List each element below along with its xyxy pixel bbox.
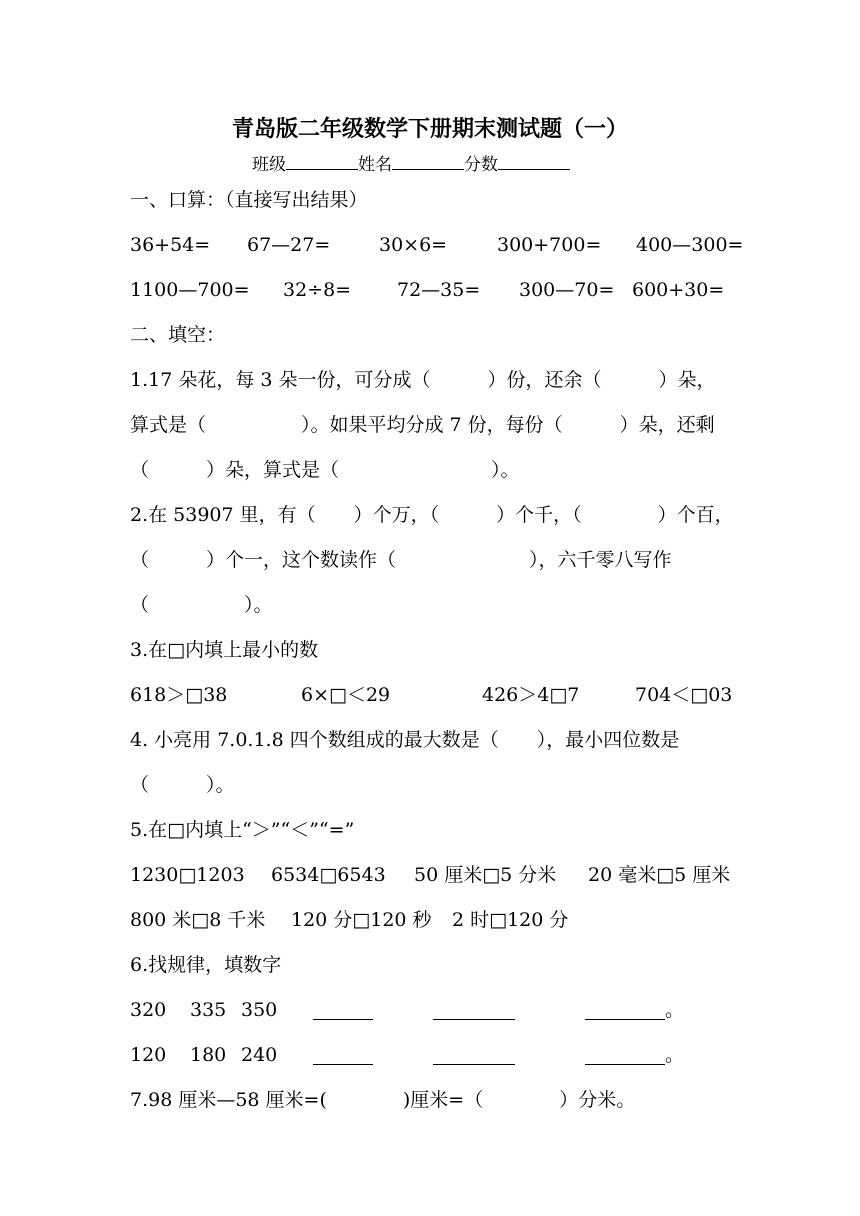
question-5-title: 5.在□内填上“＞”“＜”“=” (130, 819, 355, 841)
sequence-blank[interactable] (585, 1063, 665, 1065)
page-title: 青岛版二年级数学下册期末测试题（一） (231, 116, 628, 142)
question-2-line-1: 2.在 53907 里，有（ ）个万，（ ）个千，（ ）个百， (130, 504, 734, 526)
oral-item: 67—27= (247, 234, 331, 256)
compare-item: 704＜□03 (635, 684, 733, 706)
compare-item: 426＞4□7 (482, 684, 580, 706)
sequence-blank[interactable] (433, 1063, 515, 1065)
compare-item: 800 米□8 千米 (130, 909, 266, 931)
question-4-line-2: （ ）。 (130, 774, 235, 796)
sequence-number: 180 (190, 1044, 227, 1066)
sequence-blank[interactable] (433, 1018, 515, 1020)
oral-item: 300—70= (519, 279, 615, 301)
sequence-number: 120 (130, 1044, 167, 1066)
question-3-title: 3.在□内填上最小的数 (130, 639, 319, 661)
name-label: 姓名 (358, 155, 392, 175)
score-blank[interactable] (498, 155, 570, 170)
question-7: 7.98 厘米—58 厘米=( )厘米=（ ）分米。 (130, 1089, 636, 1111)
name-blank[interactable] (392, 155, 464, 170)
class-label: 班级 (252, 155, 286, 175)
compare-item: 618＞□38 (130, 684, 228, 706)
sequence-number: 240 (241, 1044, 278, 1066)
oral-item: 300+700= (497, 234, 602, 256)
oral-item: 30×6= (379, 234, 448, 256)
sequence-end-mark: 。 (665, 999, 685, 1021)
section-oral-heading: 一、口算：（直接写出结果） (130, 189, 368, 211)
compare-item: 120 分□120 秒 (291, 909, 432, 931)
question-4-line-1: 4. 小亮用 7.0.1.8 四个数组成的最大数是（ ），最小四位数是 (130, 729, 680, 751)
sequence-blank[interactable] (313, 1063, 373, 1065)
compare-item: 20 毫米□5 厘米 (588, 864, 731, 886)
question-2-line-3: （ ）。 (130, 594, 273, 616)
question-1-line-3: （ ）朵，算式是（ ）。 (130, 459, 520, 481)
oral-item: 36+54= (130, 234, 211, 256)
compare-item: 1230□1203 (130, 864, 245, 886)
oral-item: 1100—700= (130, 279, 250, 301)
section-fill-heading: 二、填空： (130, 324, 226, 346)
sequence-blank[interactable] (313, 1018, 373, 1020)
student-info-line (252, 153, 570, 177)
oral-item: 600+30= (632, 279, 725, 301)
question-1-line-2: 算式是（ ）。如果平均分成 7 份，每份（ ）朵，还剩 (130, 414, 715, 436)
sequence-number: 320 (130, 999, 167, 1021)
sequence-blank[interactable] (585, 1018, 665, 1020)
sequence-number: 350 (241, 999, 278, 1021)
compare-item: 50 厘米□5 分米 (414, 864, 557, 886)
compare-item: 2 时□120 分 (452, 909, 569, 931)
sequence-number: 335 (190, 999, 227, 1021)
oral-item: 32÷8= (283, 279, 352, 301)
sequence-end-mark: 。 (665, 1044, 685, 1066)
class-blank[interactable] (286, 155, 358, 170)
question-2-line-2: （ ）个一，这个数读作（ ），六千零八写作 (130, 549, 672, 571)
oral-item: 400—300= (636, 234, 744, 256)
question-1-line-1: 1.17 朵花，每 3 朵一份，可分成（ ）份，还余（ ）朵， (130, 369, 716, 391)
compare-item: 6×□＜29 (301, 684, 391, 706)
oral-item: 72—35= (397, 279, 481, 301)
question-6-title: 6.找规律，填数字 (130, 954, 282, 976)
compare-item: 6534□6543 (271, 864, 386, 886)
score-label: 分数 (464, 155, 498, 175)
